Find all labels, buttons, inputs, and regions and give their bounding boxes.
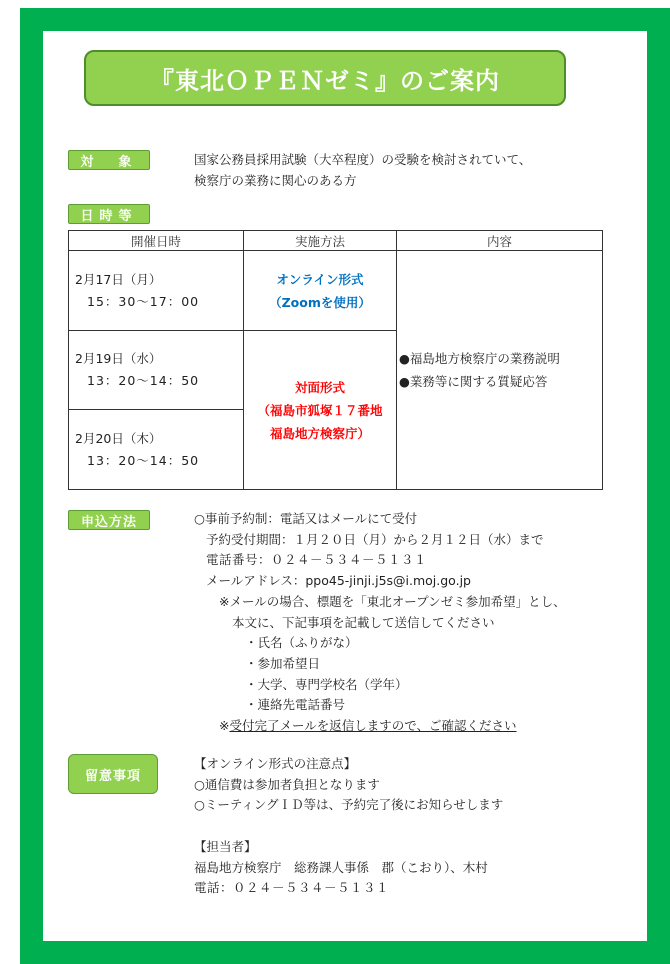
header-content: 内容 [397, 231, 603, 251]
note-prefix: ※ [219, 718, 230, 733]
target-description [194, 150, 531, 191]
apply-line: ・参加希望日 [245, 655, 321, 671]
apply-line: ・連絡先電話番号 [245, 697, 346, 713]
session-date: 2月20日（木） [75, 430, 162, 446]
content-item: ●福島地方検察庁の業務説明 [399, 351, 560, 366]
target-line: 検察庁の業務に関心のある方 [194, 172, 357, 188]
apply-label: 申込方法 [68, 510, 150, 530]
apply-line: メールアドレス：ppo45-jinji.j5s@i.moj.go.jp [206, 573, 471, 589]
apply-line: ・大学、専門学校名（学年） [245, 676, 408, 692]
apply-line: 電話番号：０２４－５３４－５１３１ [206, 552, 428, 568]
notes-item: ○通信費は参加者負担となります [194, 776, 380, 792]
contact-line: 福島地方検察庁 総務課人事係 郡（こおり）、木村 [194, 859, 488, 875]
session-date: 2月19日（水） [75, 351, 162, 366]
apply-line: ※メールの場合、標題を「東北オープンゼミ参加希望」とし、 [219, 593, 566, 609]
schedule-label: 日時等 [68, 204, 150, 224]
table-row [69, 251, 603, 331]
header-method: 実施方法 [244, 231, 397, 251]
session-time: 15：30～17：00 [87, 293, 200, 309]
inperson-line3: 福島地方検察庁） [269, 425, 370, 441]
apply-line: 本文に、下記事項を記載して送信してください [232, 614, 495, 630]
content-item: ●業務等に関する質疑応答 [399, 374, 548, 389]
apply-line: ・氏名（ふりがな） [245, 635, 358, 651]
session-time: 13：20～14：50 [87, 373, 200, 388]
apply-note [219, 716, 517, 737]
session-date: 2月17日（月） [75, 271, 162, 287]
contact-line: 電話：０２４－５３４－５１３１ [194, 880, 390, 896]
inperson-line1: 対面形式 [294, 379, 345, 395]
notes-heading: 【オンライン形式の注意点】 [194, 756, 357, 771]
note-underlined: 受付完了メールを返信しますので、ご確認ください [229, 718, 517, 733]
session-time: 13：20～14：50 [87, 452, 200, 468]
date-cell [69, 410, 244, 490]
content-cell [397, 251, 603, 490]
apply-line: 予約受付期間：１月２０日（月）から２月１２日（水）まで [206, 531, 544, 547]
page-title: 『東北ＯＰＥＮゼミ』のご案内 [84, 50, 566, 106]
online-line1: オンライン形式 [276, 271, 364, 287]
contact-heading: 【担当者】 [194, 838, 257, 854]
notes-label: 留意事項 [68, 754, 158, 794]
apply-line: ○事前予約制：電話又はメールにて受付 [194, 511, 418, 526]
notes-item: ○ミーティングＩＤ等は、予約完了後にお知らせします [194, 797, 504, 813]
schedule-table [68, 230, 603, 490]
target-label: 対 象 [68, 150, 150, 170]
method-online [244, 251, 397, 331]
date-cell [69, 251, 244, 331]
online-line2: （Zoomを使用） [269, 294, 371, 310]
header-datetime: 開催日時 [69, 231, 244, 251]
target-line: 国家公務員採用試験（大卒程度）の受験を検討されていて、 [194, 152, 532, 167]
table-header-row [69, 231, 603, 251]
method-in-person [244, 331, 397, 490]
date-cell [69, 331, 244, 410]
inperson-line2: （福島市狐塚１７番地 [257, 402, 383, 418]
